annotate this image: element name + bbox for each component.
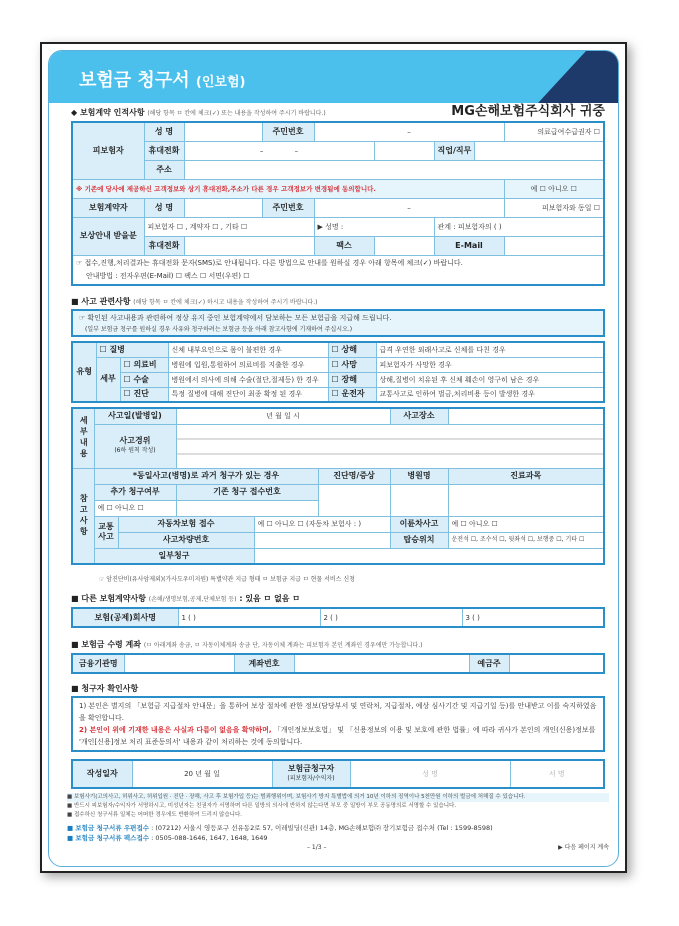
note-signature: ■ 반드시 피보험자/수익자가 서명하시고, 미성년자는 친권자가 서명하며 다른 일방의 의사에 반하지 않는다면 부모 중 일방이 부모 공동명의로 서명할 수 있습니다. <box>67 803 457 809</box>
hospital-field[interactable] <box>390 484 448 516</box>
fax-submit-label: ■ 보험금 청구서류 팩스접수 <box>67 834 149 842</box>
accident-date-field[interactable]: 년 월 일 시 <box>176 408 390 424</box>
type-desc: 병원에서 의사에 의해 수술(절단,절제등) 한 경우 <box>168 372 328 387</box>
detail-side-label: 세부내용 <box>72 408 94 468</box>
bank-label: 금융기관명 <box>72 654 124 673</box>
note-fraud: ■ 보험사기(고의사고, 허위사고, 허위입원 · 진단 · 장해, 사고 후 보험가입 등)는 범죄행위이며, 보험사기 방지 특별법에 의거 10년 이하의 징역이나 5천만원 이하의 벌금에 처해질 수 있습니다. <box>67 793 609 802</box>
next-page-note: ▶ 다음 페이지 계속 <box>558 844 609 851</box>
accident-detail-table <box>71 407 605 565</box>
car-number-field[interactable] <box>254 532 390 548</box>
department-header: 진료과목 <box>448 468 604 484</box>
insurer-field-3[interactable]: 3 ( ) <box>462 608 604 627</box>
sec-label: ◆ 보험계약 인적사항 <box>71 108 145 117</box>
other-insurance-block <box>71 607 605 628</box>
sec-label: ■ 사고 관련사항 <box>71 297 131 306</box>
account-holder-label: 예금주 <box>469 654 509 673</box>
signature-field[interactable]: 서 명 <box>510 760 604 788</box>
title-sub: (인보험) <box>195 75 246 90</box>
insured-name-field[interactable] <box>184 122 262 141</box>
note-return: ■ 접수하신 청구서류 일체는 어떠한 경우에도 반환하여 드리지 않습니다. <box>67 812 243 818</box>
mail-label: ■ 보험금 청구서류 우편접수 <box>67 824 149 832</box>
page-footer <box>67 843 609 852</box>
insured-rrn-field[interactable]: – <box>314 122 504 141</box>
form-frame <box>48 50 619 867</box>
job-field[interactable] <box>474 141 604 160</box>
type-desc: 교통사고로 인하여 벌금,처리비용 등이 발생한 경우 <box>376 387 604 402</box>
previous-claim-no-label: 기존 청구 접수번호 <box>176 484 318 500</box>
hospital-header: 병원명 <box>390 468 448 484</box>
section-contract-title <box>71 107 326 119</box>
account-field[interactable] <box>294 654 469 673</box>
car-insurance-field[interactable]: 예 ☐ 아니오 ☐ (자동차 보험사 : ) <box>254 516 390 532</box>
type-desc: 병원에 입원,통원하여 의료비를 지출한 경우 <box>168 357 328 372</box>
job-label: 직업/직무 <box>434 141 474 160</box>
phone-label: 휴대전화 <box>144 236 184 255</box>
recipient-phone-field[interactable] <box>184 236 314 255</box>
consent-text: ※ 기존에 당사에 제공하신 고객정보와 상기 휴대전화,주소가 다른 경우 고객정보가 변경됨에 동의합니다. <box>72 179 504 198</box>
legal-notes <box>67 793 609 820</box>
type-driver-checkbox[interactable]: ☐ 운전자 <box>328 387 376 402</box>
type-desc: 상해,질병이 치유된 후 신체 훼손이 영구히 남은 경우 <box>376 372 604 387</box>
recipient-label: 보상안내 받을분 <box>72 217 144 255</box>
accident-place-field[interactable] <box>448 408 604 424</box>
contact-info <box>67 823 609 843</box>
type-surgery-checkbox[interactable]: ☐ 수술 <box>120 372 168 387</box>
type-desc: 특정 질병에 대해 진단이 최종 확정 된 경우 <box>168 387 328 402</box>
cancer-payment-option[interactable]: ☞ 암진단비(유사암제외)(가사도우미지원) 특별약관 지급 형태 ㅁ 보험금 지급 ㅁ 현물 서비스 신청 <box>99 576 355 583</box>
section-accident-title <box>71 296 605 308</box>
type-desc: 급격 우연한 외래사고로 신체를 다친 경우 <box>376 342 604 357</box>
account-label: 계좌번호 <box>234 654 294 673</box>
accident-date-label: 사고일(발병일) <box>94 408 176 424</box>
department-field[interactable] <box>448 484 604 516</box>
car-insurance-label: 자동차보험 접수 <box>118 516 254 532</box>
other-insurance-table <box>71 607 605 628</box>
name-label: 성 명 <box>144 198 184 217</box>
insurer-field-1[interactable]: 1 ( ) <box>178 608 320 627</box>
same-as-insured-checkbox[interactable]: 피보험자와 동일 ☐ <box>504 198 604 217</box>
address-label: 주소 <box>144 160 184 179</box>
type-desc: 피보험자가 사망한 경우 <box>376 357 604 372</box>
page-number: – 1/3 – <box>307 844 327 851</box>
medical-checkbox[interactable]: 의료급여수급권자 ☐ <box>504 122 604 141</box>
recipient-name-field[interactable]: ▶ 성명 : <box>314 217 434 236</box>
seat-checkboxes[interactable]: 운전석 ☐, 조수석 ☐, 뒷좌석 ☐, 보행중 ☐, 기타 ☐ <box>448 532 604 548</box>
date-label: 작성일자 <box>72 760 132 788</box>
accident-type-table <box>71 341 605 403</box>
previous-claim-no-field[interactable] <box>176 500 318 516</box>
section-other-insurance-title <box>71 593 605 605</box>
type-diagnosis-checkbox[interactable]: ☐ 진단 <box>120 387 168 402</box>
sms-note: ☞ 접수,진행,처리결과는 휴대전화 문자(SMS)로 안내됩니다. 다른 방법으로 안내를 원하실 경우 아래 항목에 체크(✓) 바랍니다. <box>76 258 463 267</box>
claimant-name-field[interactable]: 성 명 <box>350 760 510 788</box>
rrn-label: 주민번호 <box>262 198 314 217</box>
additional-claim-checkboxes[interactable]: 예 ☐ 아니오 ☐ <box>94 500 176 516</box>
name-label: 성 명 <box>144 122 184 141</box>
type-desc: 신체 내부요인으로 몸이 불편한 경우 <box>168 342 328 357</box>
insurer-label: 보험(공제)회사명 <box>72 608 178 627</box>
header-corner-decoration <box>538 51 618 103</box>
two-wheeler-label: 이륜차사고 <box>390 516 448 532</box>
header-band <box>49 51 618 103</box>
account-table <box>71 653 605 674</box>
sec-hint: (손해/생명보험,공제,단체보험 등) <box>148 596 237 603</box>
car-number-label: 사고차량번호 <box>118 532 254 548</box>
relation-field[interactable]: 관계 : 피보험자의 ( ) <box>434 217 604 236</box>
fax-numbers: : 0505-088-1646, 1647, 1648, 1649 <box>151 834 268 842</box>
traffic-label: 교통 사고 <box>94 516 118 548</box>
sec-label: ■ 다른 보험계약사항 <box>71 594 146 603</box>
accident-notice <box>71 309 605 337</box>
detail-label: 세부 <box>96 357 120 402</box>
type-injury-checkbox[interactable]: ☐ 상해 <box>328 342 376 357</box>
confirm-item-2-text: 「개인정보보호법」 및 「신용정보의 이용 및 보호에 관한 법률」에 따라 귀사가 본인의 개인(신용)정보를 '개인[신용]정보 처리 표준동의서' 내용과 같이 처리하는 것에 동의합니다. <box>79 726 596 746</box>
email-field[interactable] <box>504 236 604 255</box>
insured-label: 피보험자 <box>72 122 144 179</box>
document-page <box>40 42 627 873</box>
type-label: 유형 <box>72 342 96 402</box>
section-account-title <box>71 639 605 651</box>
accident-detail-block <box>71 407 605 565</box>
prior-claim-header: *동일사고(병명)로 과거 청구가 있는 경우 <box>94 468 318 484</box>
partial-claim-field[interactable] <box>254 548 604 564</box>
accident-desc-label: 사고경위 <box>119 436 151 445</box>
accident-place-label: 사고장소 <box>390 408 448 424</box>
sec-label: ■ 보험금 수령 계좌 <box>71 640 142 649</box>
sec-hint: (해당 항목 ㅁ 칸에 체크(✓) 하시고 내용을 작성하여 주시기 바랍니다.) <box>133 299 318 306</box>
signature-block <box>71 759 605 789</box>
signature-table <box>71 759 605 789</box>
company-name: MG손해보험주식회사 귀중 <box>451 104 605 119</box>
accident-type-block <box>71 341 605 403</box>
seat-label: 탑승위치 <box>390 532 448 548</box>
two-wheeler-checkboxes[interactable]: 예 ☐ 아니오 ☐ <box>448 516 604 532</box>
form-title <box>79 66 245 92</box>
claimant-label: 보험금청구자 <box>287 764 335 773</box>
type-disease-checkbox[interactable]: ☐ 질병 <box>96 342 168 357</box>
consent-checkboxes[interactable]: 예 ☐ 아니오 ☐ <box>504 179 604 198</box>
title-text: 보험금 청구서 <box>79 70 190 91</box>
confirm-item-1: 1) 본인은 별지의 「보험금 지급절차 안내문」을 통하여 보상 절차에 관한 정보(담당부서 및 연락처, 지급절차, 예상 심사기간 및 지급기일 등)를 안내받고 이를 숙지하였음을 확인합니다. <box>79 702 597 722</box>
type-medical-checkbox[interactable]: ☐ 의료비 <box>120 357 168 372</box>
notice-method-checkboxes[interactable]: 안내방법 : 전자우편(E-Mail) ☐ 팩스 ☐ 서면(우편) ☐ <box>86 271 250 280</box>
type-disability-checkbox[interactable]: ☐ 장해 <box>328 372 376 387</box>
additional-claim-label: 추가 청구여부 <box>94 484 176 500</box>
email-label: E-Mail <box>434 236 504 255</box>
holder-name-field[interactable] <box>184 198 262 217</box>
recipient-options[interactable]: 피보험자 ☐ , 계약자 ☐ , 기타 ☐ <box>144 217 314 236</box>
reference-side-label: 참고사항 <box>72 468 94 564</box>
phone-label: 휴대전화 <box>144 141 184 160</box>
contract-table <box>71 121 605 286</box>
accident-desc-sub: (6하 원칙 작성) <box>114 447 156 454</box>
partial-claim-label: 일부청구 <box>94 548 254 564</box>
confirm-item-2 <box>79 724 597 748</box>
insurer-field-2[interactable]: 2 ( ) <box>320 608 462 627</box>
insured-phone-field[interactable]: – – <box>184 141 374 160</box>
holder-label: 보험계약자 <box>72 198 144 217</box>
address-field[interactable] <box>184 160 604 179</box>
notice-line-2: (일부 보험금 청구를 원하실 경우 사유와 청구하려는 보험금 등을 아래 참고사항에 기재하여 주십시오.) <box>85 326 353 333</box>
account-block <box>71 653 605 674</box>
sec-hint: (ㅁ 아래계좌 송금, ㅁ 자동이체계좌 송금 단, 자동이체 계좌는 피보험자 본인 계좌인 경우에만 가능합니다.) <box>143 642 423 649</box>
rrn-label: 주민번호 <box>262 122 314 141</box>
fax-field[interactable] <box>374 236 434 255</box>
section-confirm-title: ■ 청구자 확인사항 <box>71 684 139 693</box>
insured-phone-field-2[interactable] <box>374 141 434 160</box>
diagnosis-field[interactable] <box>318 484 390 516</box>
confirm-item-2-emphasis: 2) 본인이 위에 기재한 내용은 사실과 다름이 없음을 확약하며, <box>79 726 272 734</box>
notice-line-1: ☞ 확인된 사고내용과 관련하여 정상 유지 중인 보험계약에서 담보하는 모든 보험금을 지급해 드립니다. <box>79 314 392 322</box>
section-contract-header <box>71 105 605 119</box>
footer-area <box>67 793 609 852</box>
claimant-sub: (피보험자/수익자) <box>287 775 335 782</box>
type-death-checkbox[interactable]: ☐ 사망 <box>328 357 376 372</box>
diagnosis-header: 진단명/증상 <box>318 468 390 484</box>
other-insurance-checkboxes[interactable]: : 있음 ㅁ 없음 ㅁ <box>239 594 301 603</box>
date-field[interactable]: 20 년 월 일 <box>132 760 272 788</box>
mail-address: : (07212) 서울시 영등포구 선유동2로 57, 이레빌딩(신관) 14층, MG손해보험㈜ 장기보험금 접수처 (Tel : 1599-8598) <box>151 824 493 832</box>
confirm-box <box>71 696 605 752</box>
fax-label: 팩스 <box>314 236 374 255</box>
holder-rrn-field[interactable]: – <box>314 198 504 217</box>
sec-hint: (해당 항목 ㅁ 칸에 체크(✓) 또는 내용을 작성하여 주시기 바랍니다.) <box>147 110 326 117</box>
contract-block <box>71 121 605 286</box>
accident-desc-field[interactable] <box>176 424 604 468</box>
account-holder-field[interactable] <box>509 654 604 673</box>
bank-field[interactable] <box>124 654 234 673</box>
